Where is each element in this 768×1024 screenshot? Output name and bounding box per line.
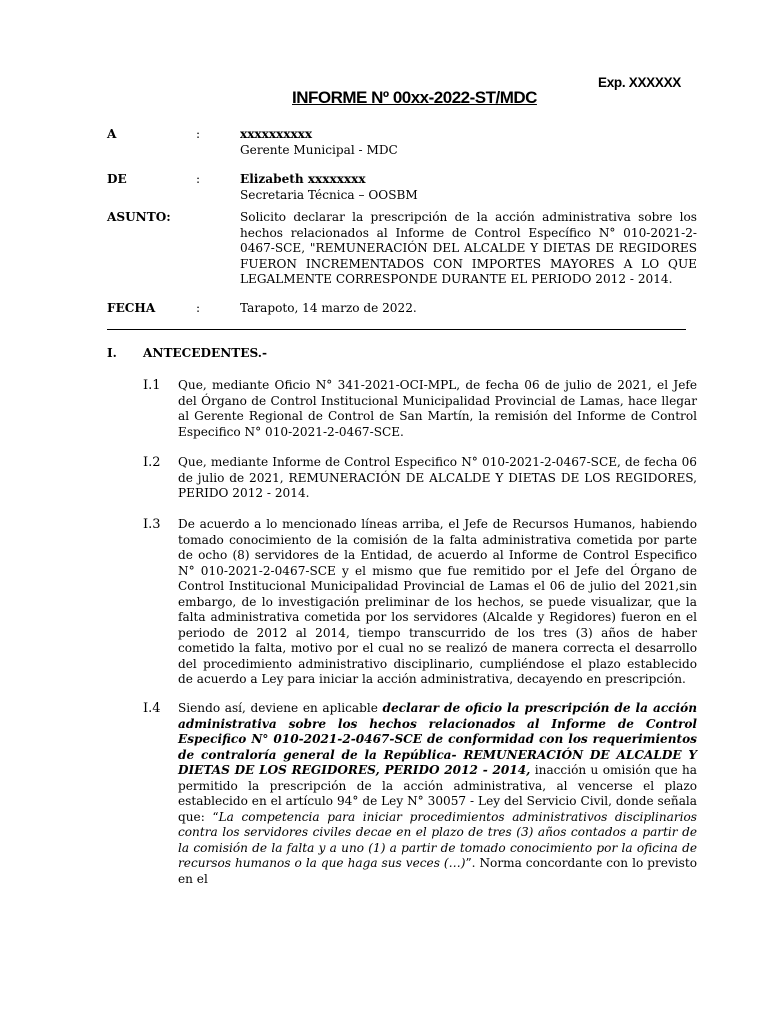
to-colon: : bbox=[196, 127, 201, 141]
expediente-number: Exp. XXXXXX bbox=[598, 75, 681, 90]
paragraph-middle: inacción u omisión que ha permitido la prescripción de la acción administrativa, al vencerse el plazo establecido en el artículo 94° de Ley N° 30057 - Ley del Servicio Civil, donde señala que: “ bbox=[178, 763, 698, 824]
subject-text bbox=[240, 210, 697, 288]
header-divider bbox=[107, 329, 686, 330]
to-role: Gerente Municipal - MDC bbox=[240, 142, 398, 157]
subject-text-part2: "REMUNERACIÓN DEL ALCALDE Y DIETAS DE REGIDORES FUERON INCREMENTADOS CON IMPORTES MAYORES A LO QUE LEGALMENTE CORRESPONDE DURANTE EL PERIODO 2012 - 2014. bbox=[240, 241, 697, 286]
to-name: xxxxxxxxxx bbox=[240, 127, 313, 141]
from-label: DE bbox=[107, 172, 127, 186]
subject-text-part1: Solicito declarar la prescripción de la acción administrativa sobre los hechos relacionados al Informe de Control Específico N° 010-2021-2-0467-SCE, bbox=[240, 210, 697, 255]
paragraph-text: De acuerdo a lo mencionado líneas arriba, el Jefe de Recursos Humanos, habiendo tomado conocimiento de la comisión de la falta administrativa cometida por parte de ocho (8) servidores de la Entidad, de acuerdo al Informe de Control Especifico N° 010-2021-2-0467-SCE y el mismo que fue remitido por el Jefe del Órgano de Control Institucional Municipalidad Provincial de Lamas el 06 de julio del 2021,sin embargo, de lo investigación preliminar de los hechos, se puede visualizar, que la falta administrativa cometida por los servidores (Alcalde y Regidores) fueron en el periodo de 2012 al 2014, tiempo transcurrido de los tres (3) años de haber cometido la falta, motivo por el cual no se realizó de manera correcta el desarrollo del procedimiento administrativo disciplinario, cumpliéndose el plazo establecido de acuerdo a Ley para iniciar la acción administrativa, decayendo en prescripción. bbox=[178, 517, 697, 686]
paragraph-number: I.1 bbox=[143, 378, 161, 393]
from-role: Secretaria Técnica – OOSBM bbox=[240, 187, 418, 202]
date-label: FECHA bbox=[107, 301, 156, 315]
date-colon: : bbox=[196, 301, 201, 315]
from-name: Elizabeth xxxxxxxx bbox=[240, 172, 366, 186]
paragraph-number: I.4 bbox=[143, 701, 161, 716]
from-colon: : bbox=[196, 172, 201, 186]
section-title: ANTECEDENTES.- bbox=[143, 346, 268, 360]
paragraph-number: I.2 bbox=[143, 455, 161, 470]
law-quote: La competencia para iniciar procedimientos administrativos disciplinarios contra los servidores civiles decae en el plazo de tres (3) años contados a partir de la comisión de la falta y a uno (1) a partir de tomado conocimiento por la oficina de recursos humanos o la que haga sus veces (…) bbox=[178, 809, 697, 870]
to-label: A bbox=[107, 127, 117, 141]
subject-label: ASUNTO: bbox=[107, 210, 171, 224]
date-value: Tarapoto, 14 marzo de 2022. bbox=[240, 301, 417, 315]
to-value bbox=[240, 127, 398, 158]
paragraph-end: ”. Norma concordante con lo previsto en el bbox=[178, 856, 697, 886]
from-value bbox=[240, 172, 418, 203]
paragraph-emphasis: declarar de oficio la prescripción de la acción administrativa sobre los hechos relacionados al Informe de Control Especifico N° 010-2021-2-0467-SCE de conformidad con los requerimientos de contraloría general de la República- REMUNERACIÓN DE ALCALDE Y DIETAS DE LOS REGIDORES, PERIDO 2012 - 2014, bbox=[178, 701, 697, 777]
paragraph-text: Que, mediante Oficio N° 341-2021-OCI-MPL, de fecha 06 de julio de 2021, el Jefe del Órgano de Control Institucional Municipalidad Provincial de Lamas, hace llegar al Gerente Regional de Control de San Martín, la remisión del Informe de Control Especifico N° 010-2021-2-0467-SCE. bbox=[178, 378, 697, 439]
section-number: I. bbox=[107, 346, 117, 360]
paragraph-number: I.3 bbox=[143, 517, 161, 532]
paragraph-text: Que, mediante Informe de Control Especifico N° 010-2021-2-0467-SCE, de fecha 06 de julio de 2021, REMUNERACIÓN DE ALCALDE Y DIETAS DE LOS REGIDORES, PERIDO 2012 - 2014. bbox=[178, 455, 697, 500]
paragraph-text bbox=[178, 701, 697, 887]
paragraph-intro: Siendo así, deviene en aplicable bbox=[178, 701, 383, 715]
report-title: INFORME Nº 00xx-2022-ST/MDC bbox=[292, 88, 537, 107]
